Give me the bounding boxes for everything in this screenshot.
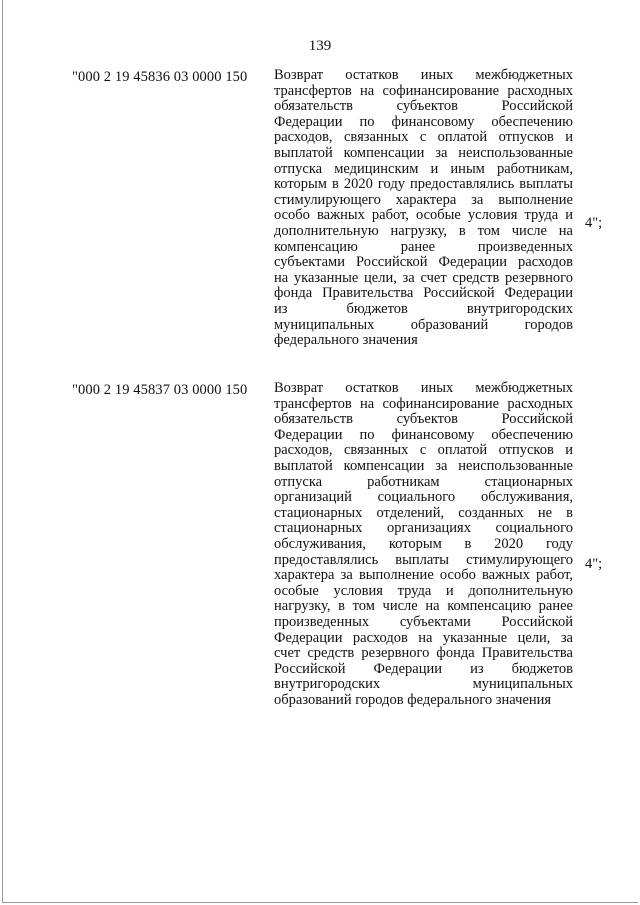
description-line: обслуживания, которым в 2020 году — [274, 535, 573, 552]
description-line: компенсацию ранее произведенных — [274, 238, 573, 255]
description-line: Федерации расходов на указанные цели, за — [274, 629, 573, 646]
description-line: которым в 2020 году предоставлялись выплаты — [274, 176, 573, 193]
description-line: расходов, связанных с оплатой отпусков и — [274, 442, 573, 459]
description-line: особые условия труда и дополнительную — [274, 582, 573, 599]
description-line: дополнительную нагрузку, в том числе на — [274, 222, 573, 239]
description-line: трансфертов на софинансирование расходных — [274, 82, 573, 99]
description-line: Федерации по финансовому обеспечению — [274, 426, 573, 443]
description-line: муниципальных образований городов — [274, 316, 573, 333]
row-amount: 4"; — [585, 215, 603, 231]
description-line: стимулирующего характера за выполнение — [274, 191, 573, 208]
row-description — [274, 381, 573, 708]
description-line: Федерации по финансовому обеспечению — [274, 113, 573, 130]
description-line: счет средств резервного фонда Правительства — [274, 645, 573, 662]
description-line: Российской Федерации из бюджетов — [274, 660, 573, 677]
description-line: организаций социального обслуживания, — [274, 489, 573, 506]
description-line: обязательств субъектов Российской — [274, 98, 573, 115]
description-line: Возврат остатков иных межбюджетных — [274, 67, 573, 83]
description-line: на указанные цели, за счет средств резервного — [274, 269, 573, 286]
description-line: федерального значения — [274, 332, 418, 349]
description-line: из бюджетов внутригородских — [274, 300, 573, 317]
description-line: расходов, связанных с оплатой отпусков и — [274, 129, 573, 146]
description-line: внутригородских муниципальных — [274, 676, 573, 693]
description-line: субъектами Российской Федерации расходов — [274, 254, 573, 271]
description-line: отпуска медицинским и иным работникам, — [274, 160, 573, 177]
description-line: особо важных работ, особые условия труда и — [274, 207, 573, 224]
row-description — [274, 68, 573, 349]
description-line: стационарных организациях социального — [274, 520, 573, 537]
description-line: отпуска работникам стационарных — [274, 473, 573, 490]
description-line: фонда Правительства Российской Федерации — [274, 285, 573, 302]
description-line: выплатой компенсации за неиспользованные — [274, 144, 573, 161]
description-line: стационарных отделений, созданных не в — [274, 504, 573, 521]
row-amount: 4"; — [585, 556, 603, 572]
budget-classification-code: "000 2 19 45837 03 0000 150 — [72, 382, 248, 398]
description-line: характера за выполнение особо важных работ, — [274, 567, 573, 584]
description-line: нагрузку, в том числе на компенсацию ранее — [274, 598, 573, 615]
description-line: предоставлялись выплаты стимулирующего — [274, 551, 573, 568]
description-line: трансфертов на софинансирование расходных — [274, 395, 573, 412]
description-line: произведенных субъектами Российской — [274, 613, 573, 630]
description-line: обязательств субъектов Российской — [274, 411, 573, 428]
budget-classification-code: "000 2 19 45836 03 0000 150 — [72, 69, 248, 85]
page-number: 139 — [308, 38, 332, 54]
description-line: выплатой компенсации за неиспользованные — [274, 457, 573, 474]
description-line: Возврат остатков иных межбюджетных — [274, 380, 573, 396]
description-line: образований городов федерального значения — [274, 691, 552, 708]
